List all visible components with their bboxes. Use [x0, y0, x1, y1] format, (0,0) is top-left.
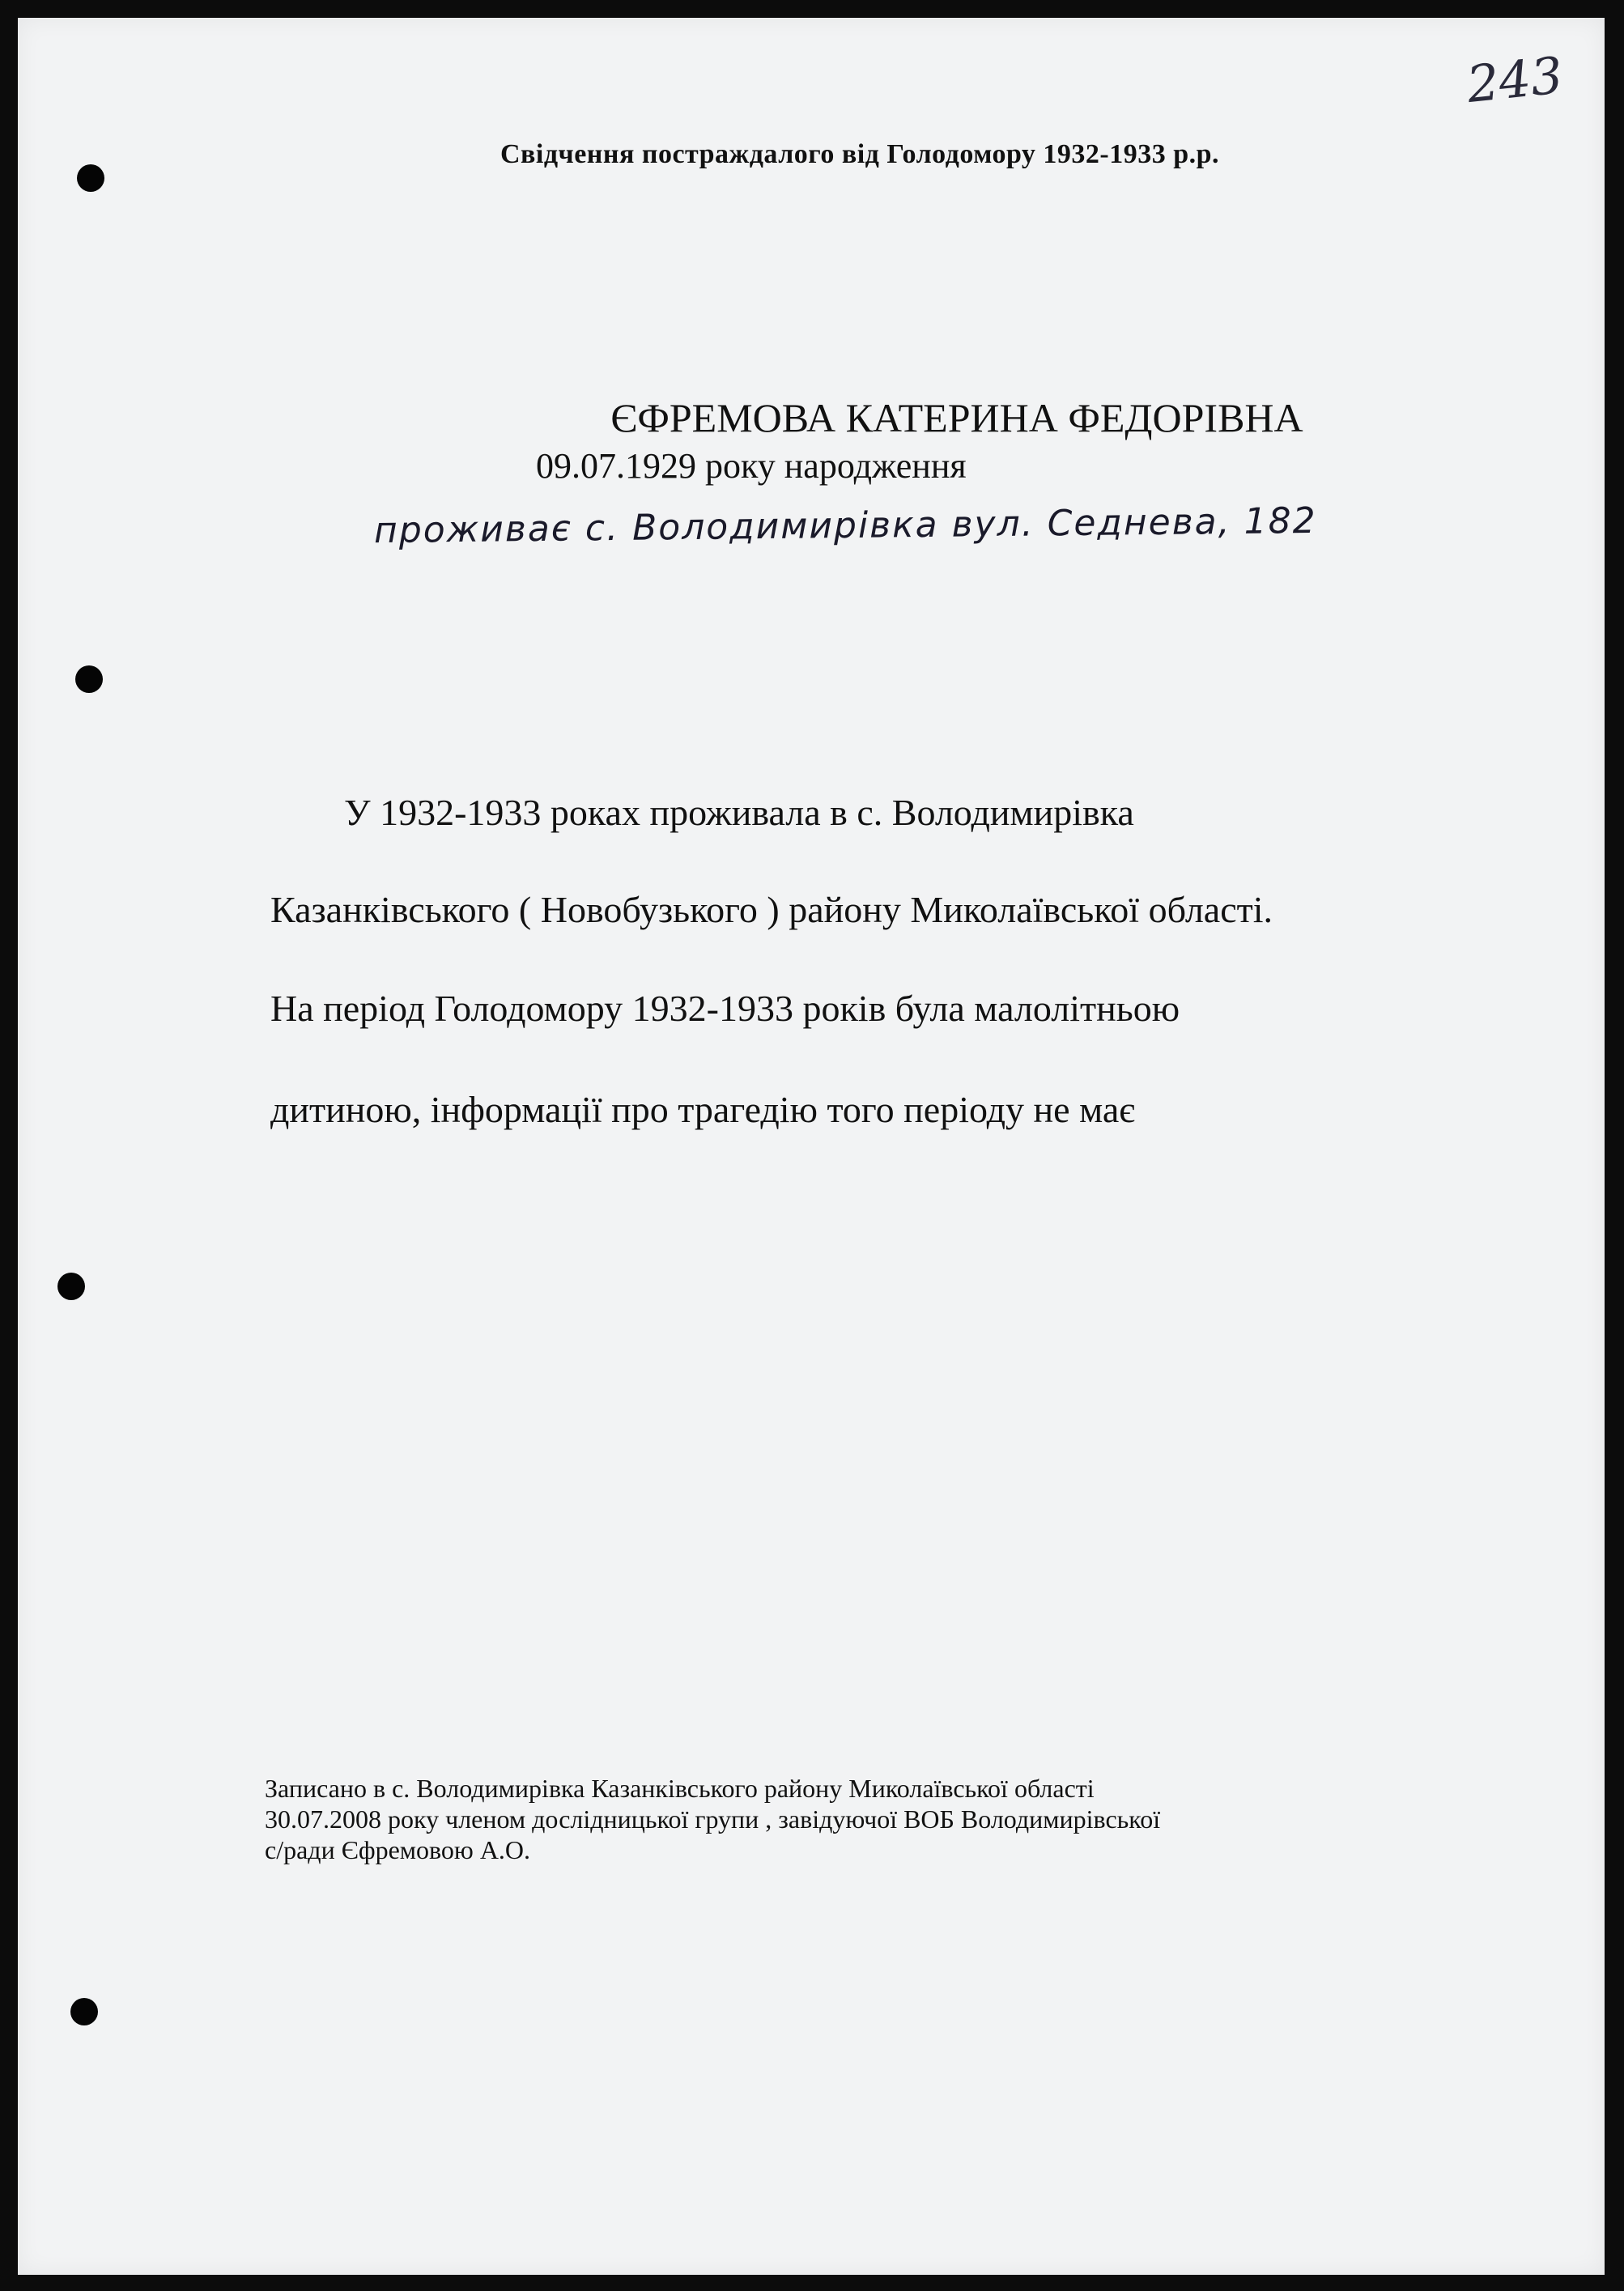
testimony-line: дитиною, інформації про трагедію того періоду не має: [270, 1089, 1136, 1130]
testimony-line: Казанківського ( Новобузького ) району Миколаївської області.: [270, 889, 1273, 930]
birth-date-line: 09.07.1929 року народження: [536, 446, 967, 486]
punch-hole-icon: [75, 665, 103, 693]
person-name: ЄФРЕМОВА КАТЕРИНА ФЕДОРІВНА: [610, 395, 1303, 440]
punch-hole-icon: [70, 1998, 98, 2025]
record-note-line: с/ради Єфремовою А.О.: [265, 1835, 531, 1864]
document-title: Свідчення постраждалого від Голодомору 1932-1933 р.р.: [500, 139, 1220, 169]
punch-hole-icon: [57, 1273, 85, 1300]
testimony-line: На період Голодомору 1932-1933 років була малолітньою: [270, 988, 1180, 1029]
testimony-line: У 1932-1933 роках проживала в с. Володимирівка: [344, 792, 1134, 833]
record-note: [265, 1773, 1160, 1865]
residence-handwritten-note: проживає с. Володимирівка вул. Седнева, 182: [373, 499, 1317, 552]
record-note-line: Записано в с. Володимирівка Казанківського району Миколаївської області: [265, 1774, 1095, 1803]
record-note-line: 30.07.2008 року членом дослідницької групи , завідуючої ВОБ Володимирівської: [265, 1804, 1161, 1834]
document-page: [18, 18, 1605, 2275]
page-number: 243: [1464, 45, 1566, 114]
